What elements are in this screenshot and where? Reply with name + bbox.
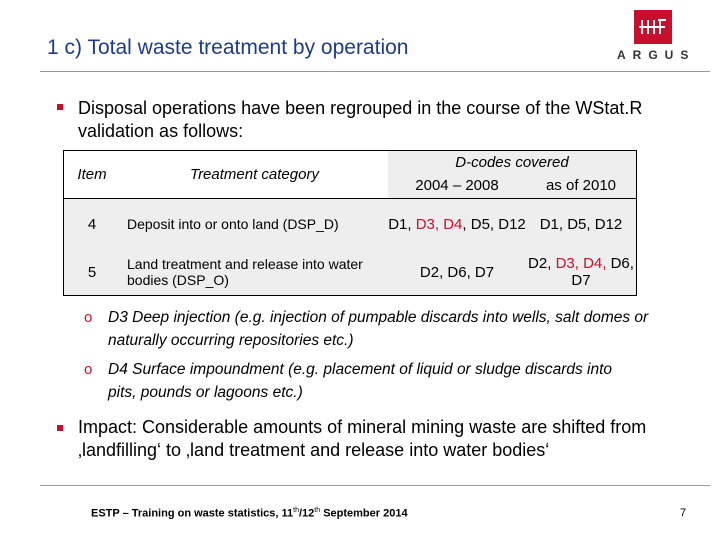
bullet-marker bbox=[57, 425, 63, 431]
table-row-codes-new bbox=[526, 199, 636, 249]
bullet-impact: Impact: Considerable amounts of mineral mining waste are shifted from ‚landfilling‘ to ‚land treatment and release into water bodies‘ bbox=[78, 417, 647, 460]
code-text: D2, bbox=[528, 255, 556, 272]
table-row-codes-new bbox=[526, 249, 636, 295]
footer-sup: th bbox=[314, 507, 321, 514]
header-divider bbox=[40, 71, 710, 72]
note-d3: D3 Deep injection (e.g. injection of pumpable discards into wells, salt domes or naturally occurring repositories etc.) bbox=[108, 309, 649, 349]
note-marker: o bbox=[84, 361, 93, 378]
table-row-item: 5 bbox=[87, 263, 97, 281]
code-text: D2, D6, D7 bbox=[419, 263, 495, 281]
table-header-period-new: as of 2010 bbox=[545, 177, 617, 194]
note-marker: o bbox=[84, 309, 93, 326]
code-text-highlight: D3, D4, bbox=[555, 255, 607, 272]
table-border-bottom bbox=[63, 295, 637, 296]
footer-divider bbox=[40, 485, 710, 486]
table-header-dcodes: D-codes covered bbox=[455, 153, 569, 171]
page-number: 7 bbox=[680, 507, 687, 519]
argus-logo-mark bbox=[634, 10, 672, 44]
code-text: D1, D5, D12 bbox=[539, 215, 623, 233]
footer-text bbox=[91, 507, 408, 520]
slide-title: 1 c) Total waste treatment by operation bbox=[47, 36, 409, 59]
table-row-codes-old bbox=[388, 249, 526, 295]
argus-logo bbox=[614, 10, 694, 66]
code-text: D6, D7 bbox=[571, 255, 634, 289]
footer-mid: /12 bbox=[299, 507, 315, 520]
bullet-intro: Disposal operations have been regrouped in the course of the WStat.R validation as follows: bbox=[78, 98, 643, 141]
argus-logo-text: ARGUS bbox=[617, 48, 696, 62]
table-header-category: Treatment category bbox=[190, 166, 319, 183]
table-row-category: Land treatment and release into water bodies (DSP_O) bbox=[127, 256, 363, 288]
table-border-right bbox=[636, 150, 637, 296]
footer-suffix: September 2014 bbox=[320, 507, 408, 520]
table-row-category: Deposit into or onto land (DSP_D) bbox=[127, 216, 339, 232]
note-d4: D4 Surface impoundment (e.g. placement of liquid or sludge discards into pits, pounds or lagoons etc.) bbox=[108, 361, 613, 401]
code-text-highlight: D3, D4 bbox=[415, 215, 463, 233]
table-row-codes-old bbox=[388, 199, 526, 249]
bullet-marker bbox=[57, 104, 63, 110]
code-text: D1, bbox=[388, 215, 416, 233]
table-row-item: 4 bbox=[87, 215, 97, 233]
footer-prefix: ESTP – Training on waste statistics, 11 bbox=[91, 507, 294, 520]
table-header-period-old: 2004 – 2008 bbox=[415, 177, 499, 194]
table-header-item: Item bbox=[77, 166, 107, 183]
code-text: , D5, D12 bbox=[462, 215, 526, 233]
footer-sup: th bbox=[293, 507, 299, 514]
